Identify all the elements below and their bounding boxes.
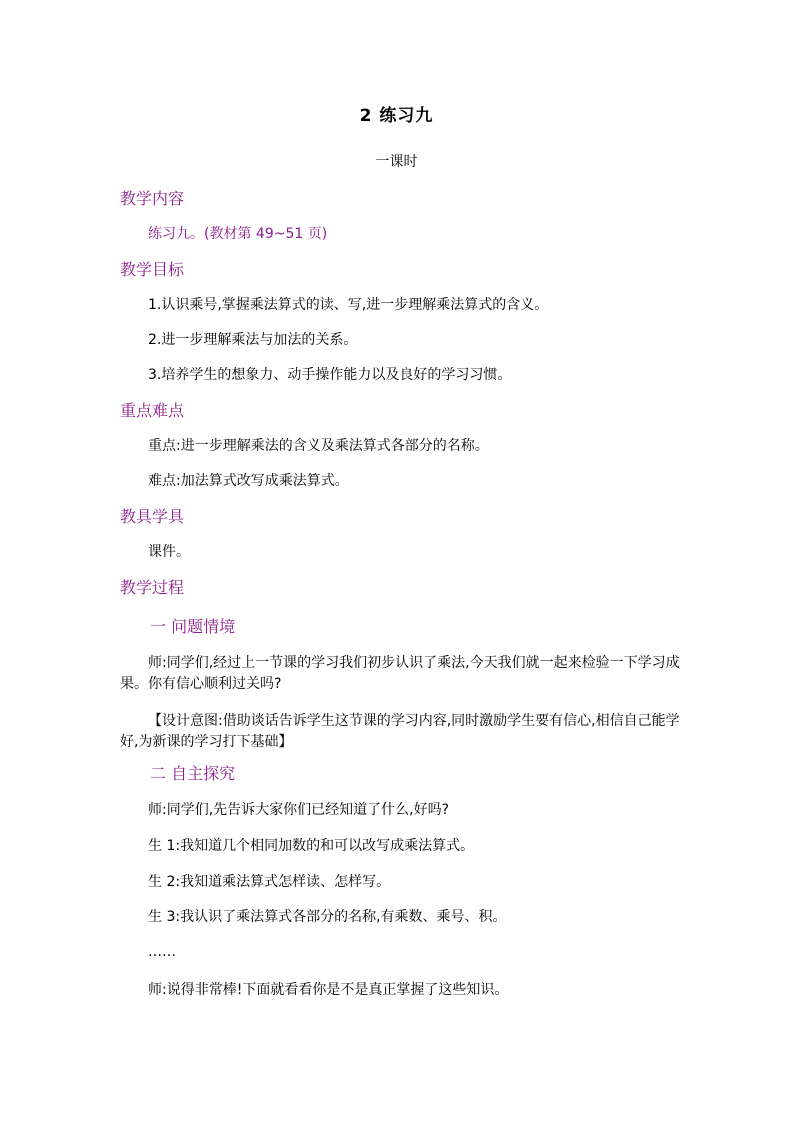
section-heading-goals: 教学目标 — [120, 260, 185, 279]
goal-item-2: 2.进一步理解乘法与加法的关系。 — [148, 332, 358, 348]
step1-design-note: 【设计意图:借助谈话告诉学生这节课的学习内容,同时激励学生要有信心,相信自己能学好,为新课的学习打下基础】 — [120, 713, 680, 750]
tools-text: 课件。 — [148, 544, 190, 560]
step1-heading: 一 问题情境 — [150, 617, 236, 636]
page-title: 2 练习九 — [359, 106, 434, 126]
section-heading-tools: 教具学具 — [120, 507, 185, 526]
goal-item-3: 3.培养学生的想象力、动手操作能力以及良好的学习习惯。 — [148, 367, 512, 383]
student-answer-1: 生 1:我知道几个相同加数的和可以改写成乘法算式。 — [148, 838, 475, 854]
keypoint-text: 重点:进一步理解乘法的含义及乘法算式各部分的名称。 — [148, 438, 489, 454]
section-heading-keypoints: 重点难点 — [120, 401, 185, 420]
ellipsis-text: …… — [148, 944, 176, 960]
step2-teacher-text: 师:同学们,先告诉大家你们已经知道了什么,好吗? — [148, 802, 450, 818]
step2-heading: 二 自主探究 — [150, 764, 236, 783]
page-subtitle: 一课时 — [375, 154, 418, 170]
section-heading-process: 教学过程 — [120, 578, 185, 597]
section-heading-content: 教学内容 — [120, 189, 185, 208]
difficulty-text: 难点:加法算式改写成乘法算式。 — [148, 473, 349, 489]
step1-teacher-text: 师:同学们,经过上一节课的学习我们初步认识了乘法,今天我们就一起来检验一下学习成果。你有信心顺利过关吗? — [120, 655, 680, 692]
goal-item-1: 1.认识乘号,掌握乘法算式的读、写,进一步理解乘法算式的含义。 — [148, 297, 549, 313]
student-answer-2: 生 2:我知道乘法算式怎样读、怎样写。 — [148, 874, 391, 890]
content-text: 练习九。(教材第 49~51 页) — [148, 226, 328, 242]
step2-closing-text: 师:说得非常棒!下面就看看你是不是真正掌握了这些知识。 — [148, 982, 509, 998]
student-answer-3: 生 3:我认识了乘法算式各部分的名称,有乘数、乘号、积。 — [148, 909, 507, 925]
